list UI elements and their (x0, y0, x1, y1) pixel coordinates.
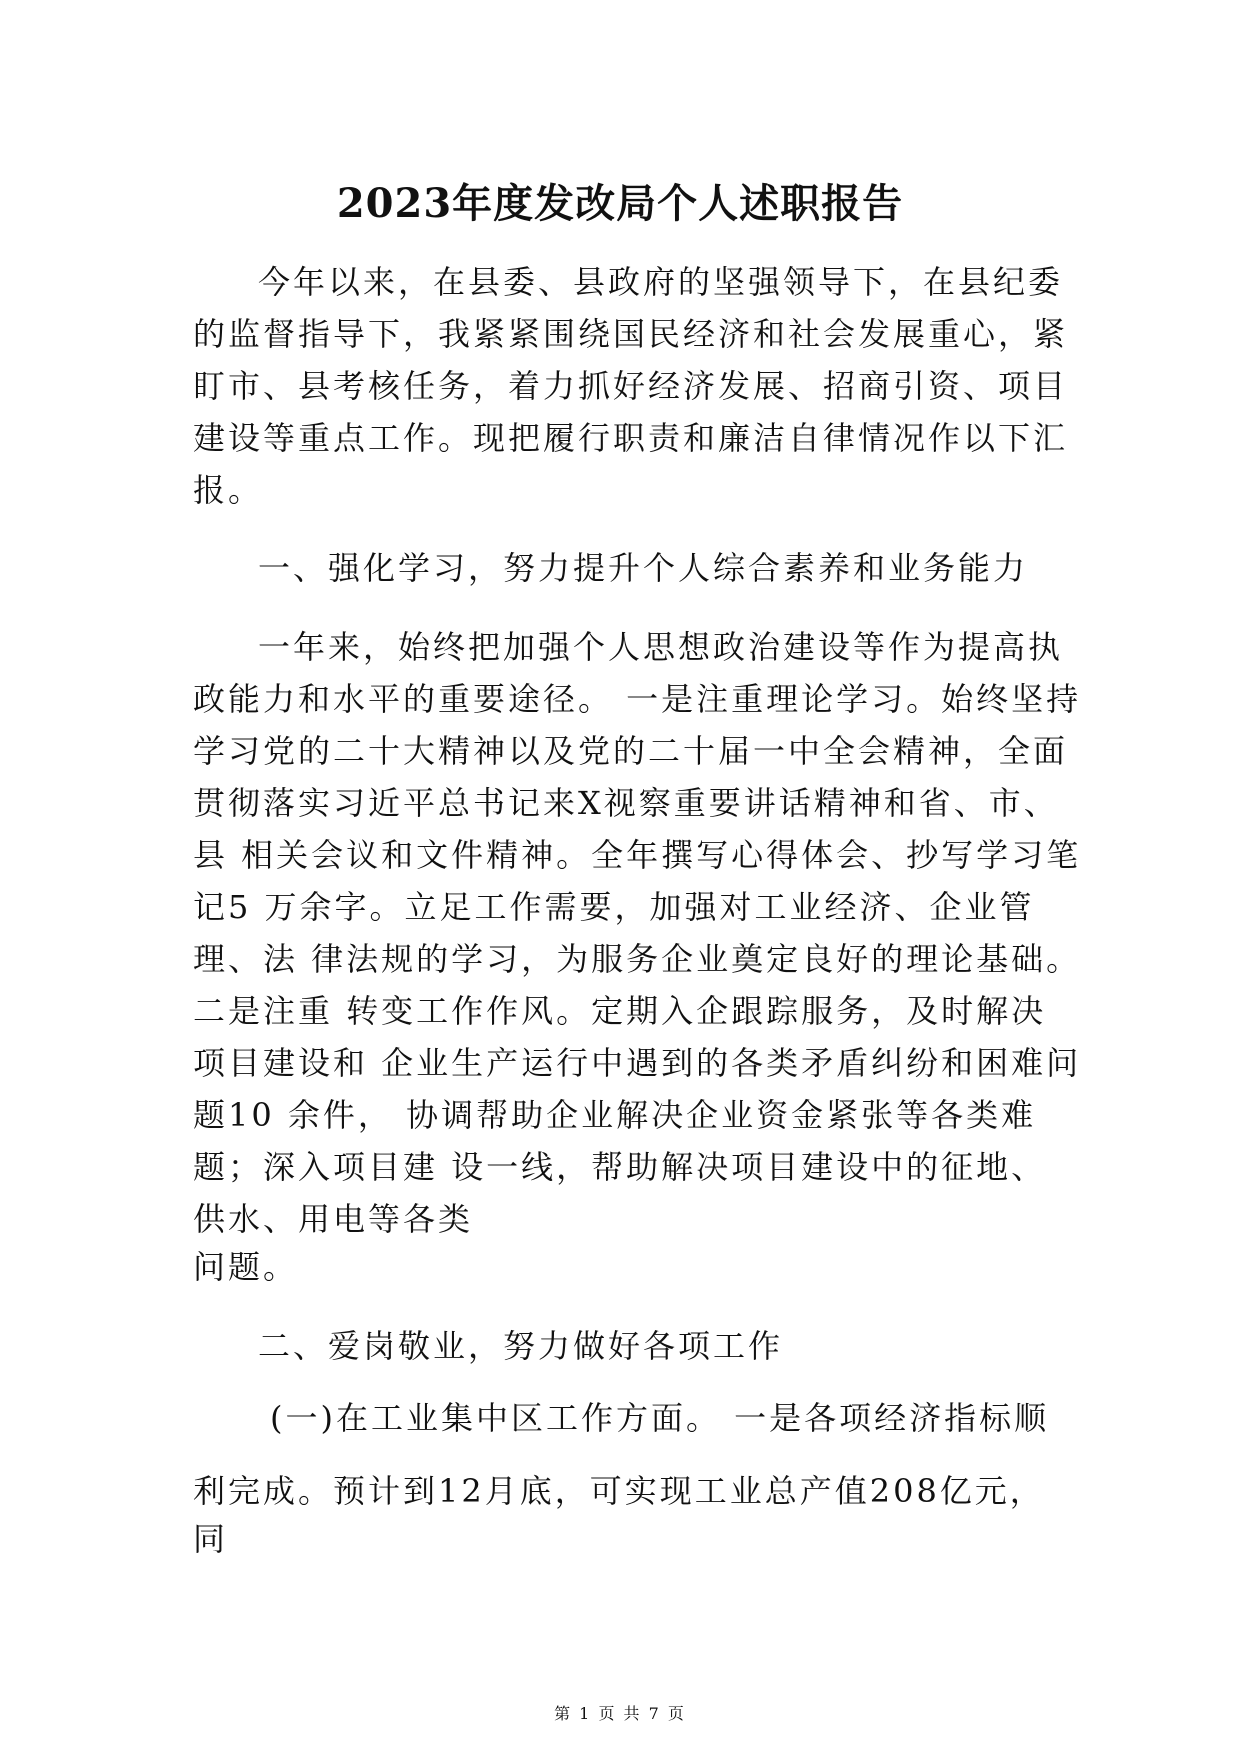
paragraph-line: 理、法 律法规的学习，为服务企业奠定良好的理论基础。 (193, 940, 1082, 978)
paragraph-line: 的监督指导下，我紧紧围绕国民经济和社会发展重心，紧 (193, 315, 1069, 353)
paragraph-line: 同 (193, 1520, 229, 1558)
paragraph-line: 利完成。预计到12月底，可实现工业总产值208亿元， (193, 1472, 1045, 1510)
paragraph-line: 题10 余件， 协调帮助企业解决企业资金紧张等各类难 (193, 1096, 1037, 1134)
document-title: 2023年度发改局个人述职报告 (336, 180, 904, 227)
paragraph-line: 今年以来，在县委、县政府的坚强领导下，在县纪委 (258, 263, 1064, 301)
paragraph-line: 项目建设和 企业生产运行中遇到的各类矛盾纠纷和困难问 (193, 1044, 1082, 1082)
paragraph-line: 记5 万余字。立足工作需要，加强对工业经济、企业管 (193, 888, 1035, 926)
paragraph-line: 问题。 (193, 1248, 299, 1286)
paragraph-line: 二是注重 转变工作作风。定期入企跟踪服务，及时解决 (193, 992, 1047, 1030)
paragraph-line: 一年来，始终把加强个人思想政治建设等作为提高执 (258, 628, 1064, 666)
page-footer: 第 1 页 共 7 页 (554, 1704, 686, 1723)
paragraph-line: 政能力和水平的重要途径。 一是注重理论学习。始终坚持 (193, 680, 1082, 718)
paragraph-line: 报。 (193, 471, 264, 509)
paragraph-line: 建设等重点工作。现把履行职责和廉洁自律情况作以下汇 (193, 419, 1069, 457)
paragraph-line: 题；深入项目建 设一线，帮助解决项目建设中的征地、 (193, 1148, 1047, 1186)
paragraph-line: 盯市、县考核任务，着力抓好经济发展、招商引资、项目 (193, 367, 1069, 405)
section-heading: 一、强化学习，努力提升个人综合素养和业务能力 (258, 549, 1029, 587)
paragraph-line: 县 相关会议和文件精神。全年撰写心得体会、抄写学习笔 (193, 836, 1082, 874)
paragraph-line: (一)在工业集中区工作方面。 一是各项经济指标顺 (270, 1399, 1050, 1437)
paragraph-line: 贯彻落实习近平总书记来X视察重要讲话精神和省、市、 (193, 784, 1059, 822)
paragraph-line: 学习党的二十大精神以及党的二十届一中全会精神，全面 (193, 732, 1069, 770)
paragraph-line: 供水、用电等各类 (193, 1200, 474, 1238)
section-heading: 二、爱岗敬业，努力做好各项工作 (258, 1327, 784, 1365)
